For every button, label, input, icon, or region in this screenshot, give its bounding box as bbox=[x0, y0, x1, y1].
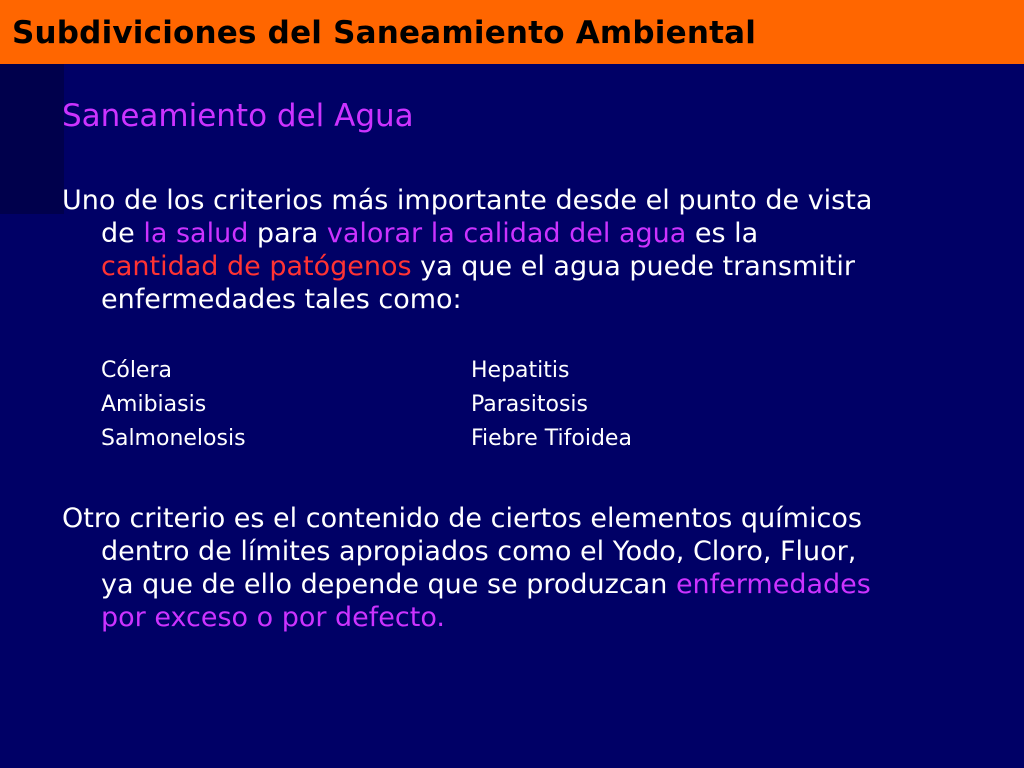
paragraph-line: Uno de los criterios más importante desde el punto de vista bbox=[62, 185, 873, 216]
disease-item: Cólera bbox=[101, 358, 172, 383]
highlight-excess-defect: por exceso o por defecto. bbox=[101, 602, 445, 633]
background-shade bbox=[0, 64, 64, 214]
disease-item: Salmonelosis bbox=[101, 426, 246, 451]
text-run: para bbox=[248, 218, 327, 249]
paragraph-line: Otro criterio es el contenido de ciertos elementos químicos bbox=[62, 503, 862, 534]
disease-column-right bbox=[471, 354, 632, 456]
text-run: ya que el agua puede transmitir bbox=[411, 251, 855, 282]
disease-column-left bbox=[101, 354, 246, 456]
highlight-health: la salud bbox=[143, 218, 249, 249]
highlight-water-quality: valorar la calidad del agua bbox=[326, 218, 687, 249]
paragraph-line bbox=[62, 568, 982, 601]
paragraph-line: dentro de límites apropiados como el Yodo, Cloro, Fluor, bbox=[101, 536, 857, 567]
text-run: ya que de ello depende que se produzcan bbox=[101, 569, 676, 600]
text-run: es la bbox=[686, 218, 759, 249]
paragraph-water-criteria bbox=[62, 184, 982, 316]
paragraph-line bbox=[62, 217, 982, 250]
paragraph-line bbox=[62, 250, 982, 283]
highlight-diseases: enfermedades bbox=[675, 569, 871, 600]
disease-item: Hepatitis bbox=[471, 358, 570, 383]
disease-item: Amibiasis bbox=[101, 392, 207, 417]
paragraph-chemical-criteria bbox=[62, 502, 982, 634]
slide-title: Subdiviciones del Saneamiento Ambiental bbox=[12, 15, 757, 51]
highlight-pathogens: cantidad de patógenos bbox=[101, 251, 412, 282]
section-heading: Saneamiento del Agua bbox=[62, 98, 414, 134]
title-bar bbox=[0, 0, 1024, 64]
text-run: de bbox=[101, 218, 144, 249]
paragraph-line: enfermedades tales como: bbox=[101, 284, 462, 315]
disease-item: Parasitosis bbox=[471, 392, 588, 417]
disease-item: Fiebre Tifoidea bbox=[471, 426, 632, 451]
